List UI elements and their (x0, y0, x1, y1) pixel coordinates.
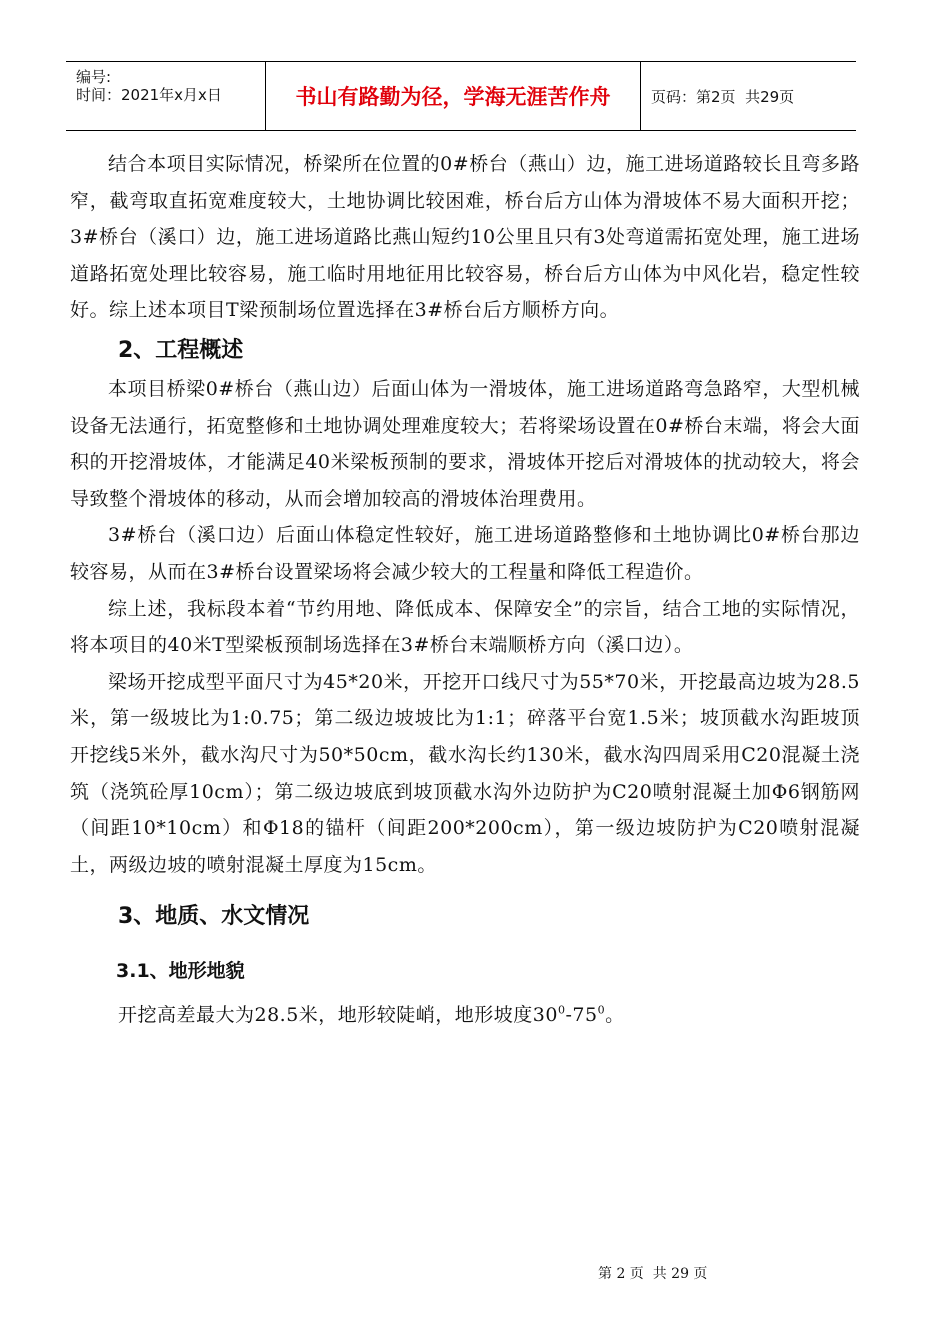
degree-sup-2: 0 (597, 1003, 606, 1017)
terrain-end: 。 (605, 1004, 625, 1027)
section-3-1-heading: 3.1、地形地貌 (116, 960, 245, 983)
degree-sup-1: 0 (557, 1003, 566, 1017)
page-header (66, 61, 856, 131)
page-footer (598, 1263, 707, 1283)
paragraph-overview-1: 本项目桥梁0#桥台（燕山边）后面山体为一滑坡体，施工进场道路弯急路窄，大型机械设备无法通行，拓宽整修和土地协调处理难度较大；若将梁场设置在0#桥台末端，将会大面积的开挖滑坡体，才能满足40米梁板预制的要求，滑坡体开挖后对滑坡体的扰动较大，将会导致整个滑坡体的移动，从而会增加较高的滑坡体治理费用。 (70, 377, 860, 510)
time-label: 时间：2021年x月x日 (76, 86, 222, 104)
section-2-heading: 2、工程概述 (118, 337, 244, 363)
paragraph-overview-2: 3#桥台（溪口边）后面山体稳定性较好，施工进场道路整修和土地协调比0#桥台那边较容易，从而在3#桥台设置梁场将会减少较大的工程量和降低工程造价。 (70, 524, 860, 583)
terrain-text: 开挖高差最大为28.5米，地形较陡峭，地形坡度30 (118, 1004, 558, 1027)
terrain-range: -75 (565, 1004, 598, 1027)
number-label: 编号: (76, 68, 112, 86)
footer-page-number: 第 2 页 共 29 页 (598, 1266, 708, 1282)
document-body (70, 146, 860, 1034)
header-page-code (641, 62, 856, 130)
header-meta (66, 62, 266, 130)
paragraph-overview-3: 综上述，我标段本着“节约用地、降低成本、保障安全”的宗旨，结合工地的实际情况，将本项目的40米T型梁板预制场选择在3#桥台末端顺桥方向（溪口边）。 (70, 597, 860, 657)
paragraph-site-selection: 结合本项目实际情况，桥梁所在位置的0#桥台（燕山）边，施工进场道路较长且弯多路窄，截弯取直拓宽难度较大，土地协调比较困难，桥台后方山体为滑坡体不易大面积开挖；3#桥台（溪口）边，施工进场道路比燕山短约10公里且只有3处弯道需拓宽处理，施工进场道路拓宽处理比较容易，施工临时用地征用比较容易，桥台后方山体为中风化岩，稳定性较好。综上述本项目T梁预制场位置选择在3#桥台后方顺桥方向。 (70, 153, 860, 322)
section-3-heading: 3、地质、水文情况 (118, 904, 310, 930)
page-code-text: 页码：第2页 共29页 (651, 87, 795, 106)
paragraph-overview-4: 梁场开挖成型平面尺寸为45*20米，开挖开口线尺寸为55*70米，开挖最高边坡为28.5米，第一级坡比为1:0.75；第二级边坡坡比为1:1；碎落平台宽1.5米；坡顶截水沟距坡顶开挖线5米外，截水沟尺寸为50*50cm，截水沟长约130米，截水沟四周采用C20混凝土浇筑（浇筑砼厚10cm）；第二级边坡底到坡顶截水沟外边防护为C20喷射混凝土加Φ6钢筋网（间距10*10cm）和Φ18的锚杆（间距200*200cm），第一级边坡防护为C20喷射混凝土，两级边坡的喷射混凝土厚度为15cm。 (70, 670, 860, 876)
paragraph-terrain (70, 997, 860, 1034)
header-motto: 书山有路勤为径，学海无涯苦作舟 (266, 62, 641, 130)
